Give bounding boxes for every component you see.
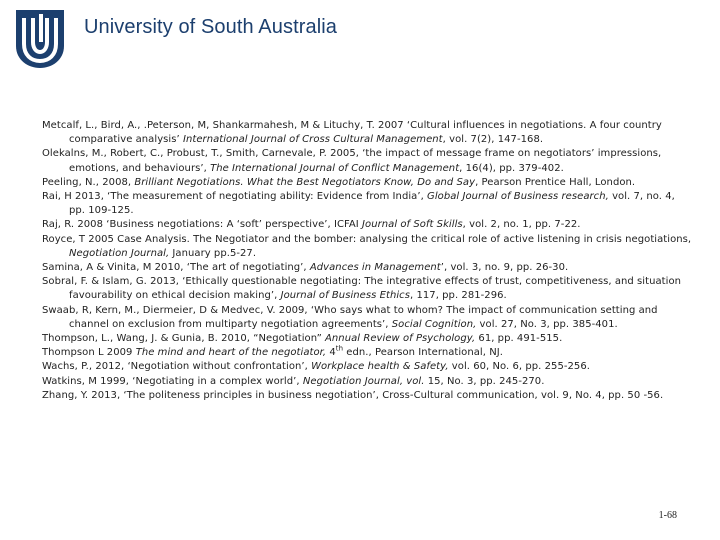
- reference-text: Metcalf, L., Bird, A., .Peterson, M, Shankarmahesh, M & Lituchy, T. 2007 ‘Cultural influences in negotiations. A four country comparative analysis’: [42, 120, 662, 146]
- reference-entry: [42, 375, 692, 389]
- reference-title: The mind and heart of the negotiator,: [135, 347, 327, 359]
- university-name: University of South Australia: [84, 16, 338, 38]
- reference-title: Negotiation Journal, vol.: [302, 375, 425, 387]
- reference-superscript: th: [335, 344, 344, 353]
- reference-text: Rai, H 2013, ‘The measurement of negotiating ability: Evidence from India’,: [42, 191, 428, 203]
- reference-entry: [42, 218, 692, 232]
- reference-entry: [42, 176, 692, 190]
- reference-entry: [42, 261, 692, 275]
- reference-title: Annual Review of Psychology,: [325, 333, 476, 345]
- reference-text: 15, No. 3, pp. 245-270.: [424, 375, 545, 387]
- reference-entry: [42, 190, 692, 218]
- reference-text: January pp.5-27.: [169, 247, 257, 259]
- reference-list: [42, 119, 692, 403]
- reference-text: 61, pp. 491-515.: [475, 333, 563, 345]
- reference-title: Journal of Business Ethics: [280, 290, 410, 302]
- reference-title: Negotiation Journal,: [69, 247, 170, 259]
- reference-title: Brilliant Negotiations. What the Best Negotiators Know, Do and Say: [134, 176, 476, 188]
- reference-text: Zhang, Y. 2013, ‘The politeness principles in business negotiation’, Cross-Cultural communication, vol. 9, No. 4, pp. 50 -56.: [42, 389, 664, 401]
- reference-text: ’, vol. 3, no. 9, pp. 26-30.: [440, 262, 569, 274]
- reference-text: Thompson, L., Wang, J. & Gunia, B. 2010, “Negotiation”: [42, 333, 326, 345]
- header: [14, 8, 714, 70]
- reference-text: vol. 27, No. 3, pp. 385-401.: [476, 318, 618, 330]
- reference-entry: [42, 346, 692, 360]
- reference-text: 4: [326, 347, 336, 359]
- reference-text: Wachs, P., 2012, ‘Negotiation without confrontation’,: [42, 361, 312, 373]
- unisa-logo-icon: [14, 8, 66, 70]
- reference-title: Advances in Management: [309, 262, 441, 274]
- reference-entry: [42, 233, 692, 261]
- reference-text: Peeling, N., 2008,: [42, 176, 135, 188]
- reference-entry: [42, 389, 692, 403]
- reference-entry: [42, 304, 692, 332]
- reference-text: Swaab, R, Kern, M., Diermeier, D & Medvec, V. 2009, ‘Who says what to whom? The impact of communication setting and channel on exclusion from multiparty negotiation agreements’,: [42, 304, 658, 330]
- reference-title: International Journal of Cross Cultural Management: [182, 134, 443, 146]
- reference-title: Global Journal of Business research,: [427, 191, 609, 203]
- reference-title: The International Journal of Conflict Management: [210, 162, 460, 174]
- reference-text: Samina, A & Vinita, M 2010, ‘The art of negotiating’,: [42, 262, 310, 274]
- reference-text: , 16(4), pp. 379-402.: [459, 162, 564, 174]
- reference-entry: [42, 147, 692, 175]
- reference-entry: [42, 332, 692, 346]
- reference-entry: [42, 275, 692, 303]
- reference-text: vol. 60, No. 6, pp. 255-256.: [448, 361, 590, 373]
- reference-entry: [42, 360, 692, 374]
- reference-text: , vol. 7(2), 147-168.: [442, 134, 544, 146]
- reference-title: Journal of Soft Skills: [362, 219, 463, 231]
- reference-text: Royce, T 2005 Case Analysis. The Negotiator and the bomber: analysing the critical role of active listening in crisis negotiations,: [42, 233, 692, 245]
- reference-text: , 117, pp. 281-296.: [410, 290, 507, 302]
- reference-text: Sobral, F. & Islam, G. 2013, ‘Ethically questionable negotiating: The integrative effects of trust, competitiveness, and situation favourability on ethical decision making’,: [42, 276, 682, 302]
- reference-text: edn., Pearson International, NJ.: [343, 347, 503, 359]
- reference-text: Olekalns, M., Robert, C., Probust, T., Smith, Carnevale, P. 2005, ‘the impact of message frame on negotiators’ impressions, emotions, and behaviours’,: [42, 148, 662, 174]
- reference-text: Raj, R. 2008 ‘Business negotiations: A ‘soft’ perspective’, ICFAI: [42, 219, 363, 231]
- reference-text: Watkins, M 1999, ‘Negotiating in a complex world’,: [42, 375, 303, 387]
- reference-title: Social Cognition,: [391, 318, 477, 330]
- reference-text: vol. 7, no. 4, pp. 109-125.: [69, 191, 675, 217]
- reference-text: , Pearson Prentice Hall, London.: [475, 176, 636, 188]
- reference-text: , vol. 2, no. 1, pp. 7-22.: [462, 219, 581, 231]
- reference-title: Workplace health & Safety,: [311, 361, 449, 373]
- reference-entry: [42, 119, 692, 147]
- reference-text: Thompson L 2009: [42, 347, 136, 359]
- page-number: 1-68: [658, 510, 677, 521]
